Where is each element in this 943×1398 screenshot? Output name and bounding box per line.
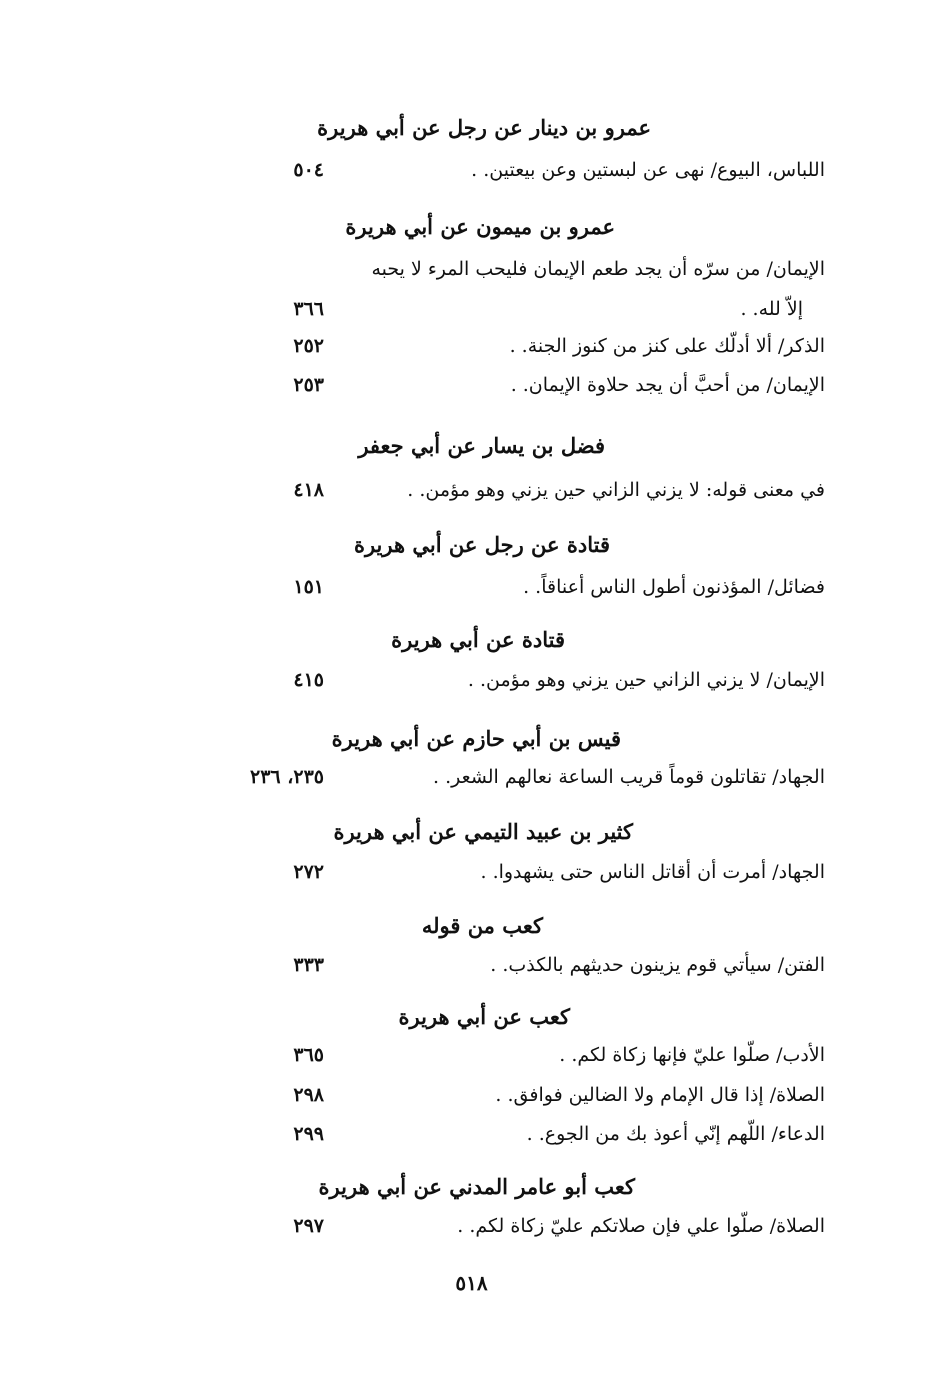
entry-page-ref: ٥٠٤ bbox=[293, 159, 324, 181]
entry-text: إلاّ لله. . bbox=[740, 298, 803, 320]
entry-page-ref: ١٥١ bbox=[293, 576, 324, 598]
section-heading: كعب من قوله bbox=[421, 913, 543, 938]
section-heading: عمرو بن دينار عن رجل عن أبي هريرة bbox=[317, 115, 651, 140]
section-heading: قتادة عن رجل عن أبي هريرة bbox=[353, 532, 610, 557]
entry-page-ref: ٢٣٥، ٢٣٦ bbox=[250, 766, 324, 788]
entry-text: الإيمان/ من أحبَّ أن يجد حلاوة الإيمان. . bbox=[510, 374, 825, 396]
entry-text: الدعاء/ اللّهم إنّي أعوذ بك من الجوع. . bbox=[526, 1123, 825, 1145]
entry-text: الجهاد/ تقاتلون قوماً قريب الساعة نعالهم الشعر. . bbox=[433, 766, 825, 788]
entry-page-ref: ٤١٨ bbox=[293, 479, 324, 501]
entry-page-ref: ٢٩٨ bbox=[293, 1084, 324, 1106]
entry-page-ref: ٢٥٢ bbox=[293, 335, 324, 357]
entry-text: الصلاة/ صلّوا علي فإن صلاتكم عليّ زكاة لكم. . bbox=[457, 1215, 825, 1237]
entry-text: الصلاة/ إذا قال الإمام ولا الضالين فوافق. . bbox=[495, 1084, 825, 1106]
entry-text: اللباس، البيوع/ نهى عن لبستين وعن بيعتين. . bbox=[471, 159, 825, 181]
entry-page-ref: ٢٩٧ bbox=[293, 1215, 324, 1237]
entry-text: الأدب/ صلّوا عليّ فإنها زكاة لكم. . bbox=[559, 1044, 825, 1066]
entry-text: فضائل/ المؤذنون أطول الناس أعناقاً. . bbox=[523, 576, 825, 598]
entry-text: الذكر/ ألا أدلّك على كنز من كنوز الجنة. . bbox=[509, 335, 825, 357]
section-heading: كعب عن أبي هريرة bbox=[398, 1004, 570, 1029]
entry-page-ref: ٤١٥ bbox=[293, 669, 324, 691]
page-number: ٥١٨ bbox=[455, 1271, 488, 1295]
entry-text: الجهاد/ أمرت أن أقاتل الناس حتى يشهدوا. . bbox=[480, 861, 825, 883]
entry-text: في معنى قوله: لا يزني الزاني حين يزني وهو مؤمن. . bbox=[407, 479, 825, 501]
section-heading: قيس بن أبي حازم عن أبي هريرة bbox=[331, 726, 621, 751]
entry-page-ref: ٢٧٢ bbox=[293, 861, 324, 883]
entry-text: الإيمان/ من سرّه أن يجد طعم الإيمان فليحب المرء لا يحبه bbox=[371, 258, 825, 280]
entry-text: الإيمان/ لا يزني الزاني حين يزني وهو مؤمن. . bbox=[467, 669, 825, 691]
section-heading: فضل بن يسار عن أبي جعفر bbox=[358, 433, 605, 458]
section-heading: قتادة عن أبي هريرة bbox=[391, 627, 565, 652]
entry-text: الفتن/ سيأتي قوم يزينون حديثهم بالكذب. . bbox=[490, 954, 825, 976]
section-heading: كثير بن عبيد التيمي عن أبي هريرة bbox=[333, 819, 633, 844]
entry-page-ref: ٣٣٣ bbox=[293, 954, 324, 976]
entry-page-ref: ٣٦٥ bbox=[293, 1044, 324, 1066]
entry-page-ref: ٣٦٦ bbox=[293, 298, 324, 320]
entry-page-ref: ٢٥٣ bbox=[293, 374, 324, 396]
section-heading: عمرو بن ميمون عن أبي هريرة bbox=[345, 214, 615, 239]
section-heading: كعب أبو عامر المدني عن أبي هريرة bbox=[318, 1174, 635, 1199]
entry-page-ref: ٢٩٩ bbox=[293, 1123, 324, 1145]
